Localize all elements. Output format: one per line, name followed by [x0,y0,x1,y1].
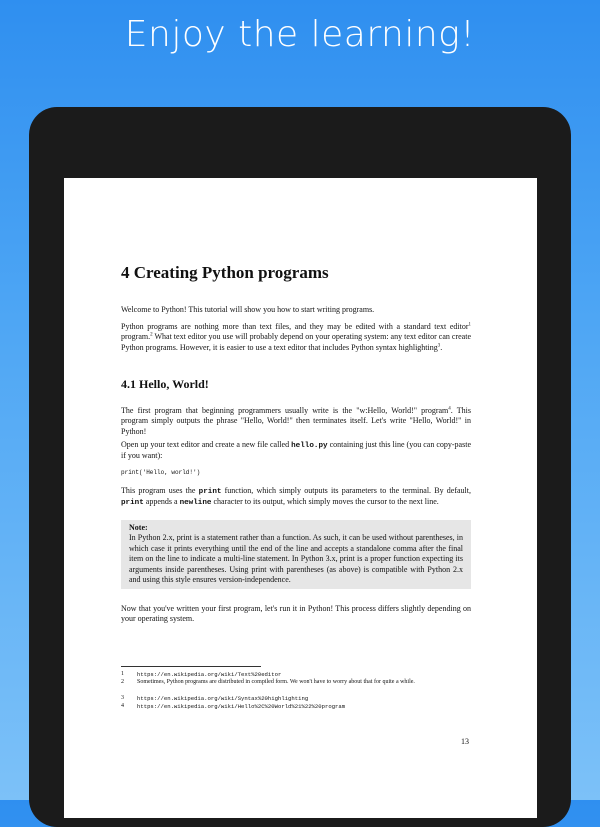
footnote-ref-1[interactable]: 1 [468,322,471,328]
footnote-4[interactable]: 4 https://en.wikipedia.org/wiki/Hello%2C%20World%21%22%20program [121,703,346,710]
paragraph-open-editor: Open up your text editor and create a new file called hello.py containing just this line (you can copy-paste if you want): [121,440,471,461]
note-title: Note: [129,523,148,532]
note-text: In Python 2.x, print is a statement rather than a function. As such, it can be used without parentheses, in which case it prints everything until the end of the line and accepts a standalone comma after the final item on the line to indicate a multi-line statement. In Python 3.x, print is a proper function expecting its arguments inside parentheses. Using print with parentheses (as above) is compatible with Python 2.x and using this style ensures version-independence. [129,533,463,585]
footnote-ref-2[interactable]: 2 [150,332,153,338]
note-box [121,520,471,589]
code-line: print('Hello, world!') [121,469,201,476]
footnote-3[interactable]: 3 https://en.wikipedia.org/wiki/Syntax%20highlighting [121,695,309,702]
footnote-ref-4[interactable]: 4 [448,406,451,412]
banner-title: Enjoy the learning! [124,14,476,55]
page-number: 13 [461,737,469,746]
section-heading: 4.1 Hello, World! [121,377,209,391]
document-page[interactable] [64,178,537,818]
filename: hello.py [291,442,328,450]
footnote-1[interactable]: 1 https://en.wikipedia.org/wiki/Text%20editor [121,671,282,678]
paragraph-text-files: Python programs are nothing more than text files, and they may be edited with a standard text editor$^1$ program.$^2$ What text editor you use will probably depend on your operating system: any text editor can create Python programs. However, it is easier to use a text editor that includes Python syntax highlighting$^3$. [121,322,471,352]
footnote-ref-3[interactable]: 3 [437,343,441,349]
intro-paragraph: Welcome to Python! This tutorial will show you how to start writing programs. [121,305,375,314]
chapter-heading: 4 Creating Python programs [121,263,329,282]
paragraph-run-program: Now that you've written your first program, let's run it in Python! This process differs slightly depending on your operating system. [121,604,471,624]
paragraph-hello-world: The first program that beginning programmers usually write is the "w:Hello, World!" program$^4$. This program simply outputs the phrase "Hello, World!" then terminates itself. Let's write "Hello, World!" in Python! [121,406,472,436]
footnote-rule [121,666,261,667]
paragraph-print-function: This program uses the print function, which simply outputs its parameters to the terminal. By default, print appends a newline character to its output, which simply moves the cursor to the next line. [121,486,471,508]
footnote-2: 2 Sometimes, Python programs are distributed in compiled form. We won't have to worry about that for quite a while. [121,679,415,685]
